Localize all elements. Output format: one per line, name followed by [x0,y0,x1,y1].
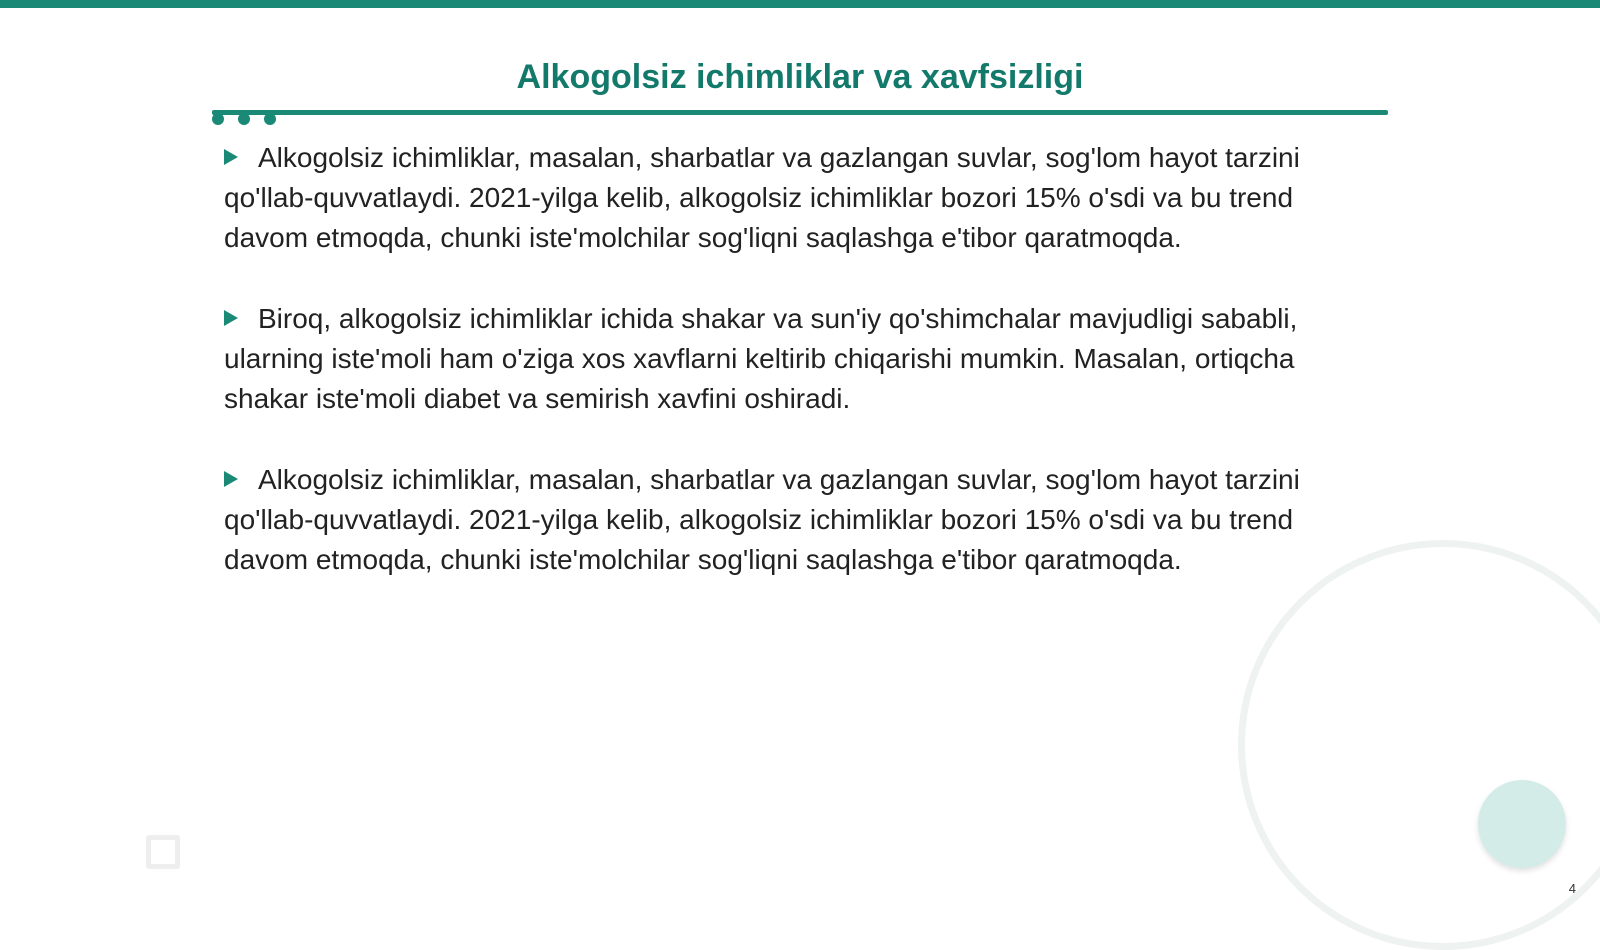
underline-dot-1 [212,113,224,125]
bullet-text: Biroq, alkogolsiz ichimliklar ichida shakar va sun'iy qo'shimchalar mavjudligi sababli, ularning iste'moli ham o'ziga xos xavflarni keltirib chiqarishi mumkin. Masalan, ortiqcha shakar iste'moli diabet va semirish xavfini oshiradi. [224,303,1298,414]
title-underline [212,110,1388,115]
decorative-square [146,835,180,869]
triangle-bullet-icon [224,471,238,487]
bullet-text: Alkogolsiz ichimliklar, masalan, sharbatlar va gazlangan suvlar, sog'lom hayot tarzini qo'llab-quvvatlaydi. 2021-yilga kelib, alkogolsiz ichimliklar bozori 15% o'sdi va bu trend davom etmoqda, chunki iste'molchilar sog'liqni saqlashga e'tibor qaratmoqda. [224,464,1300,575]
triangle-bullet-icon [224,149,238,165]
bullet-item [224,138,1374,258]
bullet-item [224,460,1374,580]
bullet-item [224,299,1374,419]
top-accent-bar [0,0,1600,8]
underline-dot-2 [238,113,250,125]
bullet-list [224,138,1374,621]
bullet-text: Alkogolsiz ichimliklar, masalan, sharbatlar va gazlangan suvlar, sog'lom hayot tarzini qo'llab-quvvatlaydi. 2021-yilga kelib, alkogolsiz ichimliklar bozori 15% o'sdi va bu trend davom etmoqda, chunki iste'molchilar sog'liqni saqlashga e'tibor qaratmoqda. [224,142,1300,253]
page-number: 4 [1568,881,1576,896]
slide-title: Alkogolsiz ichimliklar va xavfsizligi [516,58,1084,96]
decorative-circle [1478,780,1566,868]
underline-dot-3 [264,113,276,125]
triangle-bullet-icon [224,310,238,326]
